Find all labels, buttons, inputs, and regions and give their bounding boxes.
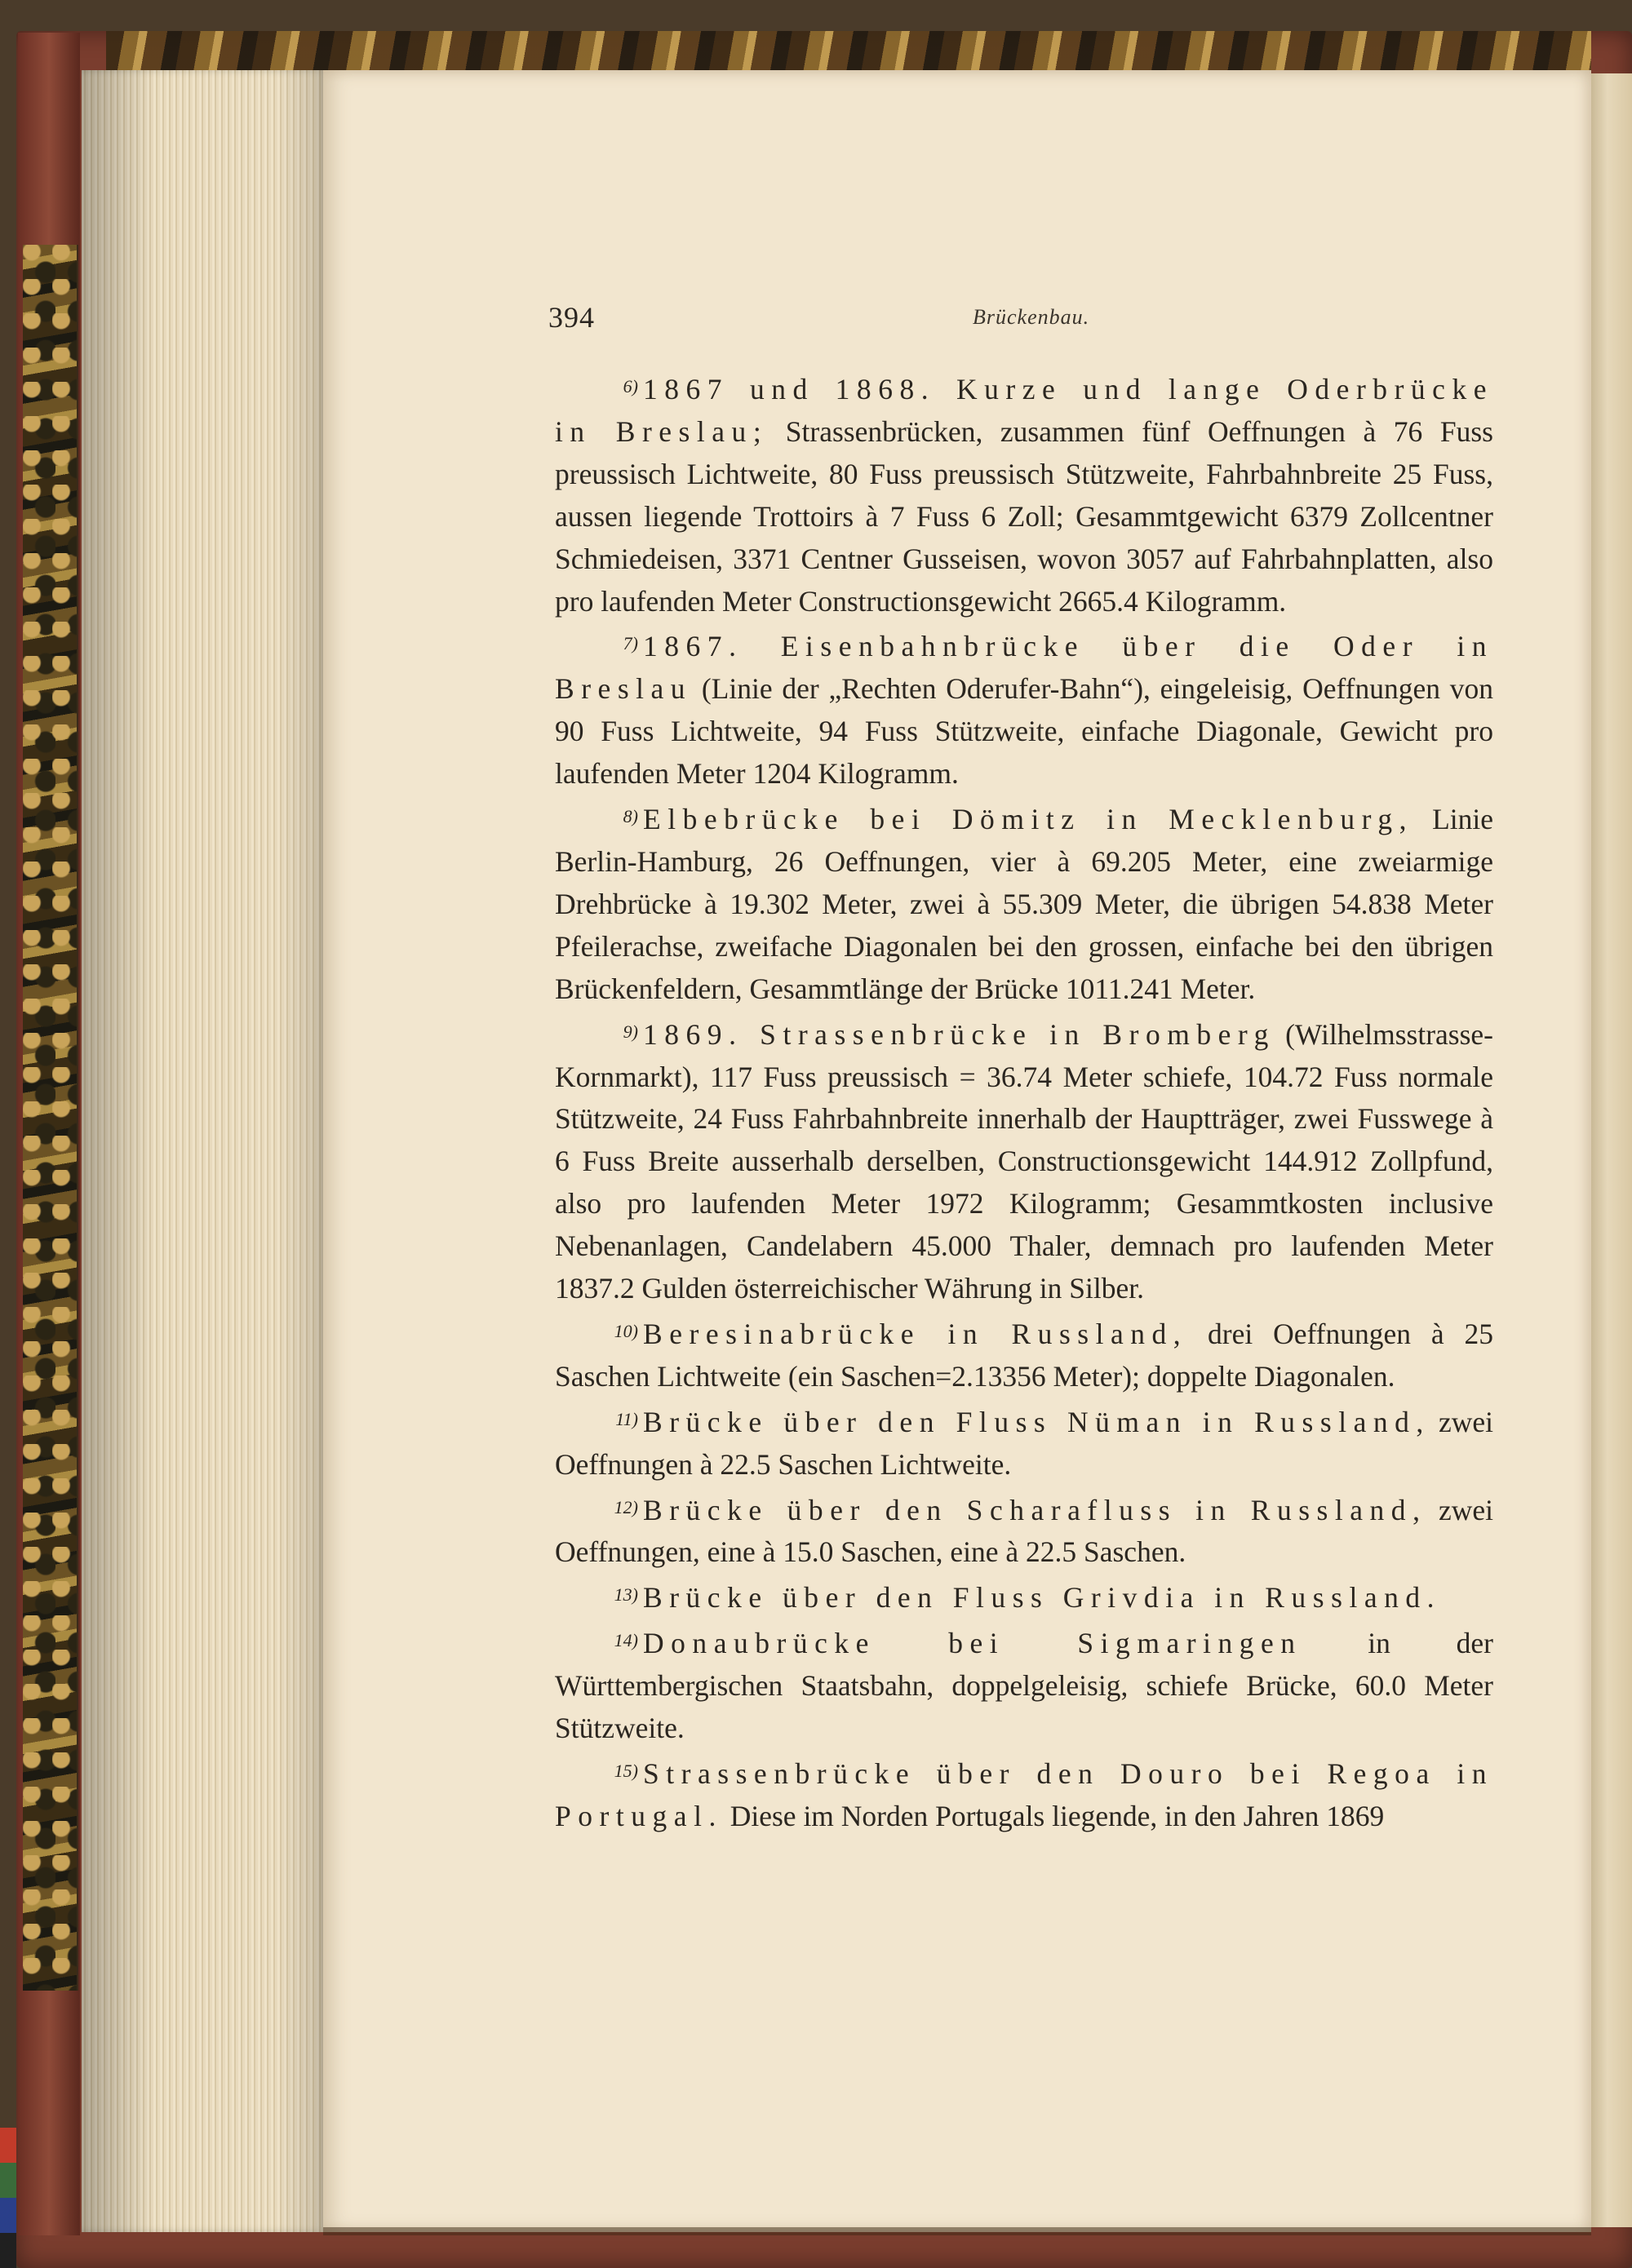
paragraph-indent — [555, 1750, 643, 1796]
paragraph-heading: Strassenbrücke über den Douro bei Regoa in Portugal. — [555, 1757, 1493, 1832]
footnote-paragraph — [555, 795, 1493, 1011]
note-number: 13) — [614, 1584, 638, 1606]
paragraph-body: Diese im Norden Portugals liegende, in den Jahren 1869 — [722, 1799, 1385, 1832]
note-number: 7) — [623, 633, 638, 654]
page-block-shadow — [82, 70, 326, 2232]
paragraph-indent — [555, 622, 643, 668]
note-number: 6) — [623, 376, 638, 396]
color-calibration-bar — [0, 2128, 16, 2268]
body-text — [555, 365, 1493, 1838]
paragraph-body: (Wilhelmsstrasse-Kornmarkt), 117 Fuss preussisch = 36.74 Meter schiefe, 104.72 Fuss normale Stützweite, 24 Fuss Fahrbahnbreite innerhalb der Hauptträger, zwei Fusswege à 6 Fuss Breite ausserhalb derselben, Constructionsgewicht 144.912 Zollpfund, also pro laufenden Meter 1972 Kilogramm; Gesammtkosten inclusive Nebenanlagen, Candelabern 45.000 Thaler, demnach pro laufenden Meter 1837.2 Gulden österreichischer Währung in Silber. — [555, 1017, 1493, 1305]
paragraph-body: in der Württembergischen Staatsbahn, doppelgeleisig, schiefe Brücke, 60.0 Meter Stützweite. — [555, 1627, 1493, 1745]
footnote-paragraph — [555, 1398, 1493, 1486]
footnote-paragraph — [555, 1310, 1493, 1398]
paragraph-indent — [555, 1486, 643, 1532]
paragraph-heading: 1867. Eisenbahnbrücke über die Oder in Breslau — [555, 630, 1493, 706]
marbled-paper-top — [106, 31, 1591, 75]
note-number: 14) — [614, 1630, 638, 1651]
paragraph-body: zwei Oeffnungen à 22.5 Saschen Lichtweite. — [555, 1405, 1493, 1481]
footnote-paragraph — [555, 622, 1493, 795]
paragraph-indent — [555, 1619, 643, 1665]
footnote-paragraph — [555, 1486, 1493, 1575]
marbled-paper-left — [23, 245, 78, 1991]
footnote-paragraph — [555, 1750, 1493, 1838]
paragraph-body: Linie Berlin-Hamburg, 26 Oeffnungen, vier à 69.205 Meter, eine zweiarmige Drehbrücke à 19.302 Meter, zwei à 55.309 Meter, die übrigen 54.838 Meter Pfeilerachse, zweifache Diagonalen bei den grossen, einfache bei den übrigen Brückenfeldern, Gesammtlänge der Brücke 1011.241 Meter. — [555, 803, 1493, 1005]
note-number: 12) — [614, 1496, 638, 1517]
paragraph-heading: Donaubrücke bei Sigmaringen — [643, 1627, 1302, 1660]
paragraph-heading: Brücke über den Scharafluss in Russland, — [643, 1493, 1427, 1526]
paragraph-heading: Brücke über den Fluss Grivdia in Russland. — [643, 1581, 1442, 1615]
paragraph-indent — [555, 1398, 643, 1444]
page-number: 394 — [548, 301, 595, 334]
paragraph-body: zwei Oeffnungen, eine à 15.0 Saschen, eine à 22.5 Saschen. — [555, 1493, 1494, 1569]
paragraph-heading: Brücke über den Fluss Nüman in Russland, — [643, 1405, 1430, 1438]
paragraph-body: drei Oeffnungen à 25 Saschen Lichtweite (ein Saschen=2.13356 Meter); doppelte Diagonalen. — [555, 1317, 1493, 1393]
page-bottom-shadow — [323, 2227, 1591, 2235]
note-number: 11) — [615, 1408, 638, 1429]
footnote-paragraph — [555, 1574, 1493, 1619]
note-number: 15) — [614, 1761, 638, 1781]
footnote-paragraph — [555, 1011, 1493, 1310]
paragraph-indent — [555, 1310, 643, 1356]
paragraph-indent — [555, 365, 643, 411]
footnote-paragraph — [555, 1619, 1493, 1750]
paragraph-heading: Elbebrücke bei Dömitz in Mecklenburg, — [643, 803, 1414, 836]
paragraph-heading: 1869. Strassenbrücke in Bromberg — [643, 1017, 1275, 1051]
note-number: 10) — [614, 1320, 638, 1341]
paragraph-heading: 1867 und 1868. Kurze und lange Oderbrücke in Breslau; — [555, 373, 1493, 448]
paragraph-heading: Beresinabrücke in Russland, — [643, 1317, 1188, 1350]
note-number: 9) — [623, 1021, 638, 1042]
running-head: Brückenbau. — [973, 305, 1090, 329]
paragraph-indent — [555, 1574, 643, 1619]
note-number: 8) — [623, 806, 638, 827]
paragraph-body: (Linie der „Rechten Oderufer-Bahn“), eingeleisig, Oeffnungen von 90 Fuss Lichtweite, 94 Fuss Stützweite, einfache Diagonale, Gewicht pro laufenden Meter 1204 Kilogramm. — [555, 672, 1493, 791]
paragraph-body: Strassenbrücken, zusammen fünf Oeffnungen à 76 Fuss preussisch Lichtweite, 80 Fuss preussisch Stützweite, Fahrbahnbreite 25 Fuss, aussen liegende Trottoirs à 7 Fuss 6 Zoll; Gesammtgewicht 6379 Zollcentner Schmiedeisen, 3371 Centner Gusseisen, wovon 3057 auf Fahrbahnplatten, also pro laufenden Meter Constructionsgewicht 2665.4 Kilogramm. — [555, 414, 1493, 618]
paragraph-indent — [555, 795, 643, 841]
facing-page-edge — [1591, 73, 1632, 2227]
footnote-paragraph — [555, 365, 1493, 622]
page-header — [548, 300, 1120, 341]
paragraph-indent — [555, 1011, 643, 1056]
